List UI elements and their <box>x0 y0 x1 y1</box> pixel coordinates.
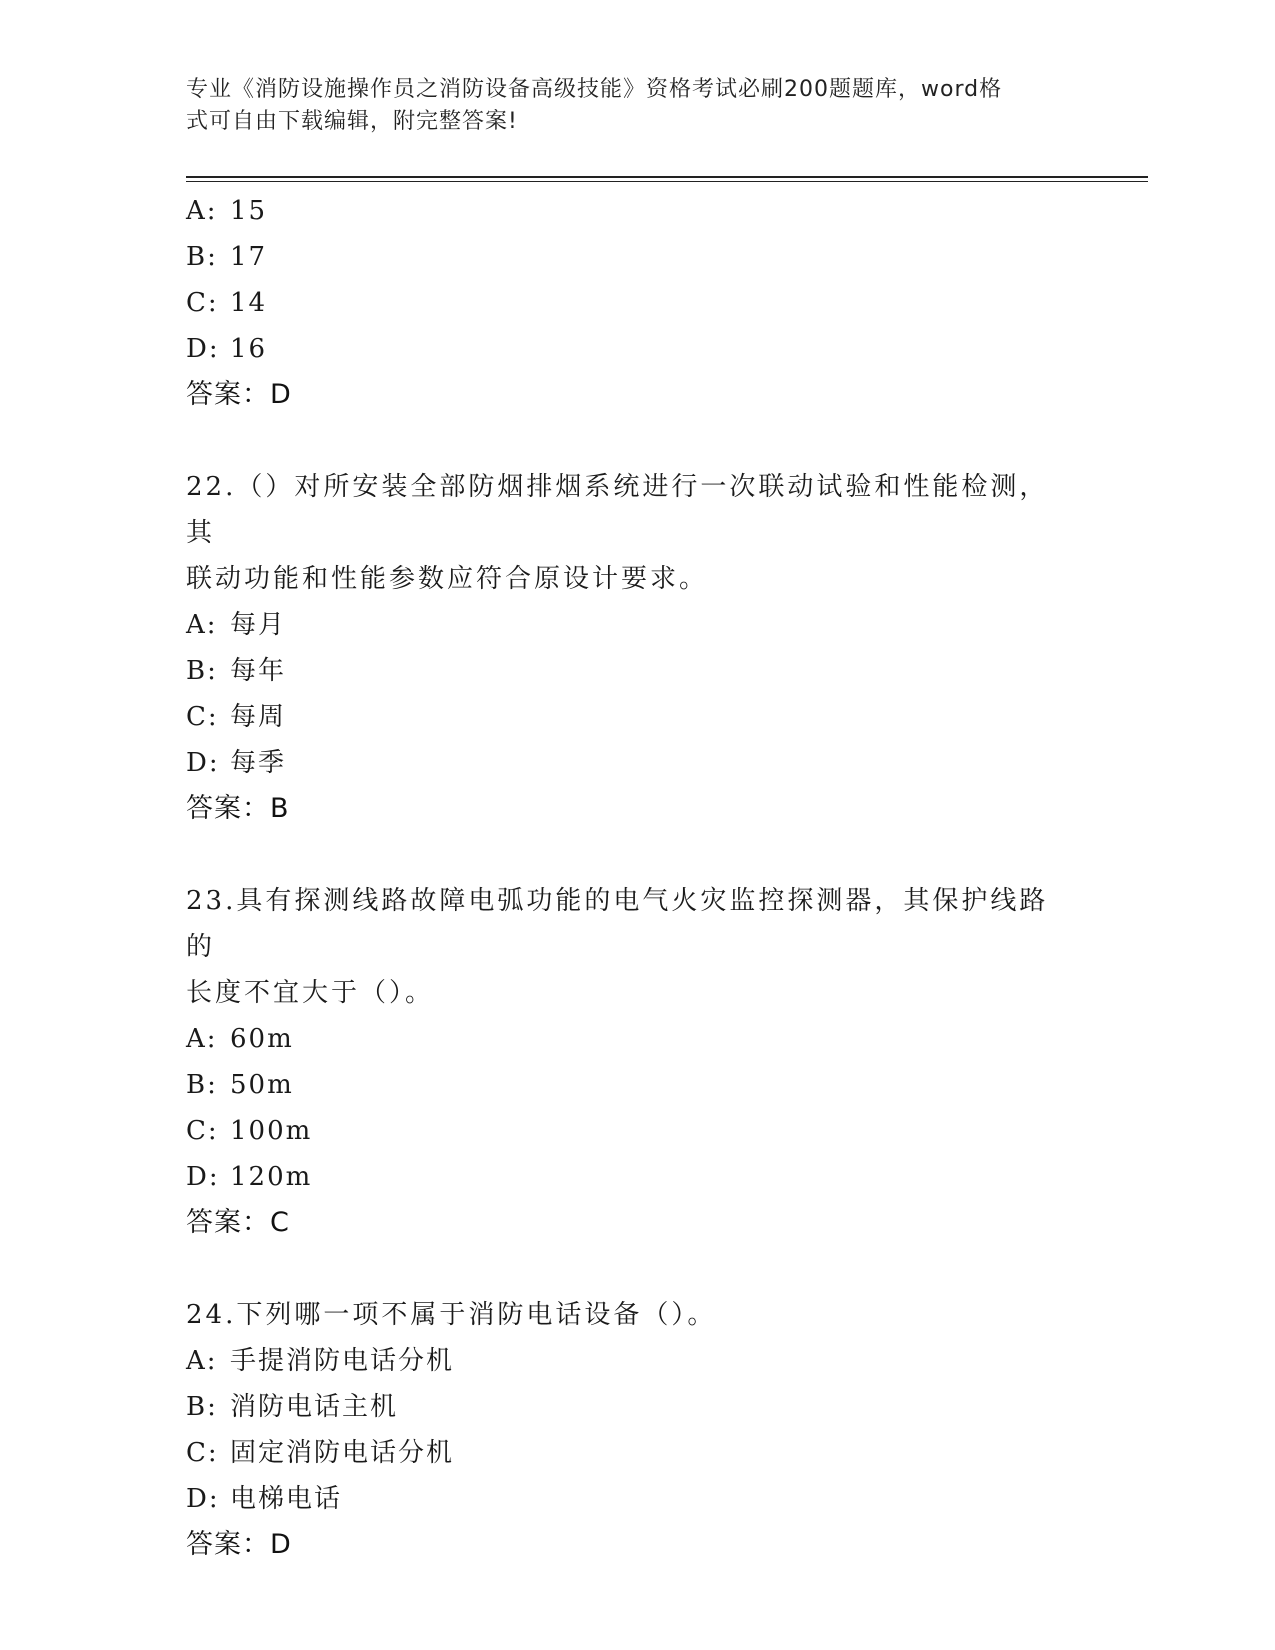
option-text: 每年 <box>230 656 287 686</box>
question-line-1: 23.具有探测线路故障电弧功能的电气火灾监控探测器，其保护线路的 <box>186 886 1049 962</box>
option-text: 固定消防电话分机 <box>230 1438 455 1468</box>
header-divider-thick <box>186 176 1148 178</box>
option-b <box>186 234 1086 280</box>
option-text: 16 <box>230 334 268 364</box>
option-text: 60m <box>230 1024 294 1054</box>
option-text: 消防电话主机 <box>230 1392 399 1422</box>
option-text: 15 <box>230 196 268 226</box>
question-24 <box>186 1292 1086 1568</box>
option-label: A: <box>186 196 218 226</box>
option-c <box>186 1430 1086 1476</box>
option-label: D: <box>186 748 220 778</box>
header-line-2: 式可自由下载编辑，附完整答案! <box>186 109 518 134</box>
option-label: A: <box>186 1024 218 1054</box>
answer: 答案：C <box>186 1207 290 1238</box>
option-label: C: <box>186 1438 219 1468</box>
option-label: A: <box>186 610 218 640</box>
option-label: B: <box>186 1070 218 1100</box>
option-text: 50m <box>230 1070 294 1100</box>
option-b <box>186 1384 1086 1430</box>
question-21 <box>186 188 1086 418</box>
option-c <box>186 694 1086 740</box>
option-label: B: <box>186 242 218 272</box>
option-a <box>186 602 1086 648</box>
option-label: D: <box>186 1162 220 1192</box>
option-label: B: <box>186 656 218 686</box>
question-line-2: 长度不宜大于（）。 <box>186 978 435 1008</box>
option-text: 100m <box>230 1116 313 1146</box>
option-label: D: <box>186 334 220 364</box>
option-label: C: <box>186 288 219 318</box>
header-line-1: 专业《消防设施操作员之消防设备高级技能》资格考试必刷200题题库，word格 <box>186 77 1003 102</box>
option-d <box>186 1154 1086 1200</box>
spacer <box>186 418 1086 464</box>
question-text <box>186 878 1066 1016</box>
option-a <box>186 1016 1086 1062</box>
option-b <box>186 648 1086 694</box>
option-text: 17 <box>230 242 268 272</box>
question-line-2: 联动功能和性能参数应符合原设计要求。 <box>186 564 709 594</box>
question-list <box>186 188 1086 1568</box>
option-a <box>186 1338 1086 1384</box>
question-text <box>186 1292 1066 1338</box>
answer: 答案：B <box>186 793 290 824</box>
option-text: 电梯电话 <box>230 1484 343 1514</box>
option-label: C: <box>186 702 219 732</box>
option-a <box>186 188 1086 234</box>
header-divider-thin <box>186 181 1148 182</box>
spacer <box>186 832 1086 878</box>
question-text <box>186 464 1066 602</box>
option-d <box>186 1476 1086 1522</box>
option-text: 每季 <box>230 748 287 778</box>
option-label: D: <box>186 1484 220 1514</box>
option-c <box>186 280 1086 326</box>
spacer <box>186 1246 1086 1292</box>
option-text: 每月 <box>230 610 287 640</box>
option-text: 手提消防电话分机 <box>230 1346 455 1376</box>
option-label: C: <box>186 1116 219 1146</box>
document-header <box>186 74 1066 138</box>
answer: 答案：D <box>186 379 292 410</box>
option-label: A: <box>186 1346 218 1376</box>
question-23 <box>186 878 1086 1246</box>
answer: 答案：D <box>186 1529 292 1560</box>
option-c <box>186 1108 1086 1154</box>
question-line-1: 24.下列哪一项不属于消防电话设备（）。 <box>186 1300 717 1330</box>
option-text: 14 <box>230 288 268 318</box>
question-line-1: 22.（）对所安装全部防烟排烟系统进行一次联动试验和性能检测，其 <box>186 472 1049 548</box>
option-d <box>186 326 1086 372</box>
question-22 <box>186 464 1086 832</box>
option-text: 120m <box>230 1162 313 1192</box>
option-label: B: <box>186 1392 218 1422</box>
option-text: 每周 <box>230 702 287 732</box>
option-d <box>186 740 1086 786</box>
option-b <box>186 1062 1086 1108</box>
